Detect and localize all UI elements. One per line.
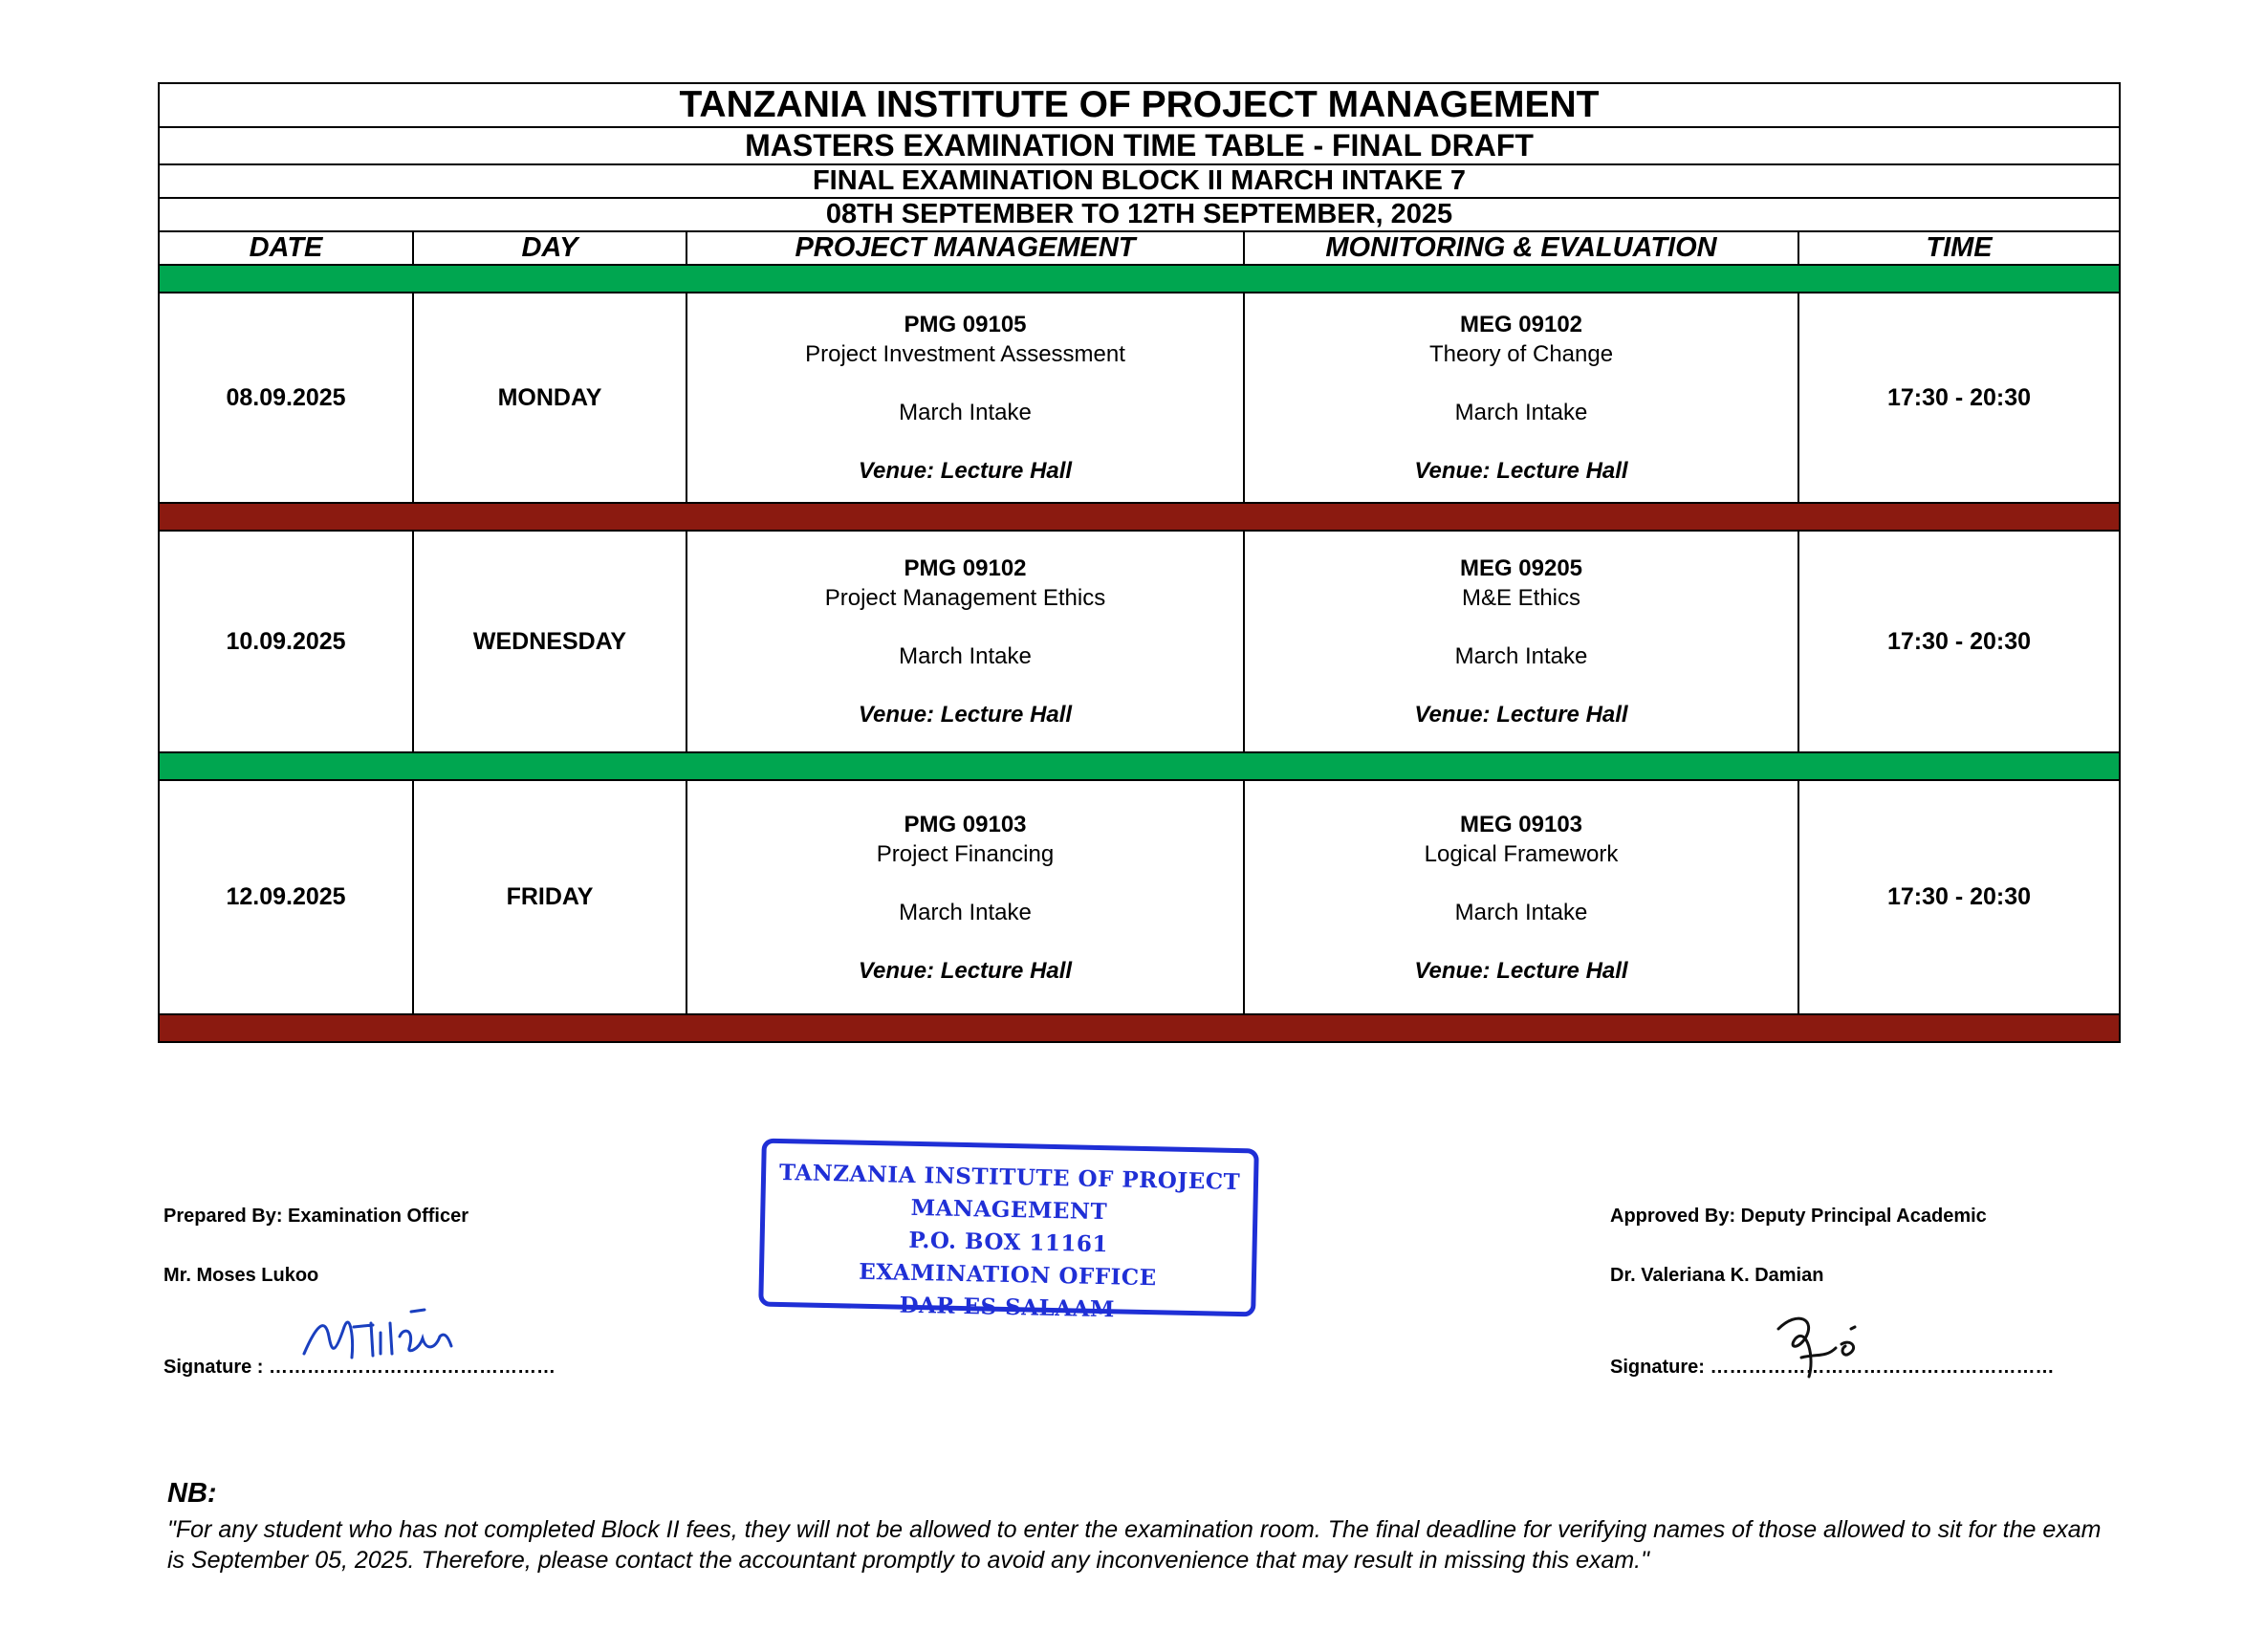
- course-intake: March Intake: [899, 643, 1032, 669]
- period-title: 08TH SEPTEMBER TO 12TH SEPTEMBER, 2025: [159, 198, 2120, 231]
- course-venue: Venue: Lecture Hall: [1414, 957, 1628, 984]
- me-course-cell: [1244, 531, 1798, 752]
- col-header-time: TIME: [1798, 231, 2120, 265]
- course-intake: March Intake: [1454, 643, 1588, 669]
- course-venue: Venue: Lecture Hall: [1414, 702, 1628, 728]
- red-divider: [159, 1014, 2120, 1042]
- course-venue: Venue: Lecture Hall: [858, 702, 1073, 728]
- signature-mark: [296, 1298, 459, 1375]
- stamp-line: DAR ES SALAAM: [899, 1292, 1116, 1323]
- exam-day: WEDNESDAY: [413, 531, 686, 752]
- me-course-cell: [1244, 780, 1798, 1014]
- block-title: FINAL EXAMINATION BLOCK II MARCH INTAKE 7: [159, 164, 2120, 198]
- course-name: Project Management Ethics: [824, 585, 1106, 611]
- exam-date: 10.09.2025: [159, 531, 413, 752]
- course-intake: March Intake: [899, 899, 1032, 925]
- course-code: PMG 09103: [904, 811, 1027, 837]
- exam-day: FRIDAY: [413, 780, 686, 1014]
- course-venue: Venue: Lecture Hall: [858, 458, 1073, 484]
- green-divider: [159, 265, 2120, 293]
- course-code: MEG 09103: [1459, 811, 1583, 837]
- col-header-date: DATE: [159, 231, 413, 265]
- stamp-line: EXAMINATION OFFICE: [858, 1258, 1157, 1292]
- prepared-by-name: Mr. Moses Lukoo: [163, 1265, 319, 1286]
- course-venue: Venue: Lecture Hall: [858, 957, 1073, 984]
- course-intake: March Intake: [899, 400, 1032, 425]
- institute-title: TANZANIA INSTITUTE OF PROJECT MANAGEMENT: [159, 83, 2120, 127]
- course-name: Logical Framework: [1424, 840, 1619, 867]
- timetable-title: MASTERS EXAMINATION TIME TABLE - FINAL DRAFT: [159, 127, 2120, 164]
- course-code: MEG 09205: [1459, 555, 1583, 581]
- approved-signature-line: Signature: ………………………………………………: [1610, 1357, 2055, 1378]
- course-code: MEG 09102: [1459, 312, 1583, 337]
- table-row: [159, 531, 2120, 752]
- exam-day: MONDAY: [413, 293, 686, 503]
- course-name: M&E Ethics: [1461, 585, 1581, 611]
- course-name: Project Financing: [876, 840, 1055, 867]
- col-header-me: MONITORING & EVALUATION: [1244, 231, 1798, 265]
- prepared-by-label: Prepared By: Examination Officer: [163, 1206, 468, 1227]
- office-stamp: [758, 1139, 1259, 1323]
- course-venue: Venue: Lecture Hall: [1414, 458, 1628, 484]
- note-title: NB:: [167, 1478, 217, 1509]
- signature-mark: [1759, 1300, 1884, 1386]
- column-header-row: [159, 231, 2120, 265]
- pm-course-cell: [686, 531, 1244, 752]
- course-name: Theory of Change: [1428, 341, 1614, 367]
- exam-time: 17:30 - 20:30: [1798, 531, 2120, 752]
- approved-by-name: Dr. Valeriana K. Damian: [1610, 1265, 1824, 1286]
- stamp-line: TANZANIA INSTITUTE OF PROJECT MANAGEMENT: [778, 1159, 1241, 1226]
- red-divider: [159, 503, 2120, 531]
- table-row: [159, 780, 2120, 1014]
- exam-time: 17:30 - 20:30: [1798, 293, 2120, 503]
- course-code: PMG 09102: [904, 555, 1027, 581]
- exam-date: 08.09.2025: [159, 293, 413, 503]
- course-code: PMG 09105: [904, 312, 1027, 337]
- note-text: "For any student who has not completed Block II fees, they will not be allowed to enter the examination room. The final deadline for verifying names of those allowed to sit for the exam is September 05, 2025. Therefore, please contact the accountant promptly to avoid any inconvenience that may result in missing this exam.": [167, 1516, 2102, 1574]
- exam-timetable: [158, 82, 2121, 1043]
- col-header-pm: PROJECT MANAGEMENT: [686, 231, 1244, 265]
- me-course-cell: [1244, 293, 1798, 503]
- exam-date: 12.09.2025: [159, 780, 413, 1014]
- pm-course-cell: [686, 780, 1244, 1014]
- course-intake: March Intake: [1454, 400, 1588, 425]
- green-divider: [159, 752, 2120, 780]
- stamp-line: P.O. BOX 11161: [908, 1227, 1109, 1258]
- table-row: [159, 293, 2120, 503]
- course-name: Project Investment Assessment: [805, 341, 1125, 367]
- approved-by-label: Approved By: Deputy Principal Academic: [1610, 1206, 1987, 1227]
- prepared-signature-line: Signature : ………………………………………: [163, 1357, 556, 1378]
- pm-course-cell: [686, 293, 1244, 503]
- exam-time: 17:30 - 20:30: [1798, 780, 2120, 1014]
- course-intake: March Intake: [1454, 899, 1588, 925]
- col-header-day: DAY: [413, 231, 686, 265]
